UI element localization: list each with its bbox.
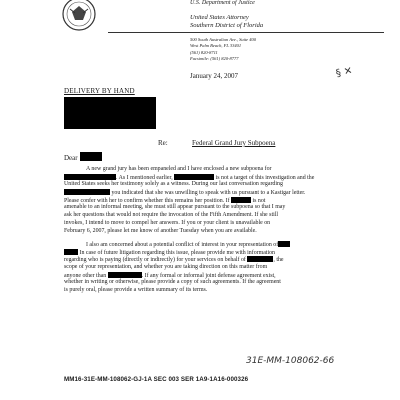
redaction-name bbox=[80, 152, 102, 161]
salutation bbox=[64, 152, 102, 162]
text-fragment: anyone other than bbox=[64, 272, 108, 279]
letter-date: January 24, 2007 bbox=[190, 72, 239, 80]
department-line: U.S. Department of Justice bbox=[190, 0, 255, 6]
address-block bbox=[190, 37, 256, 62]
header-rule bbox=[108, 32, 384, 33]
handwritten-file-number: 31E-MM-108062-66 bbox=[246, 356, 335, 366]
text-fragment: Please confer with her to confirm whether this remains her position. If bbox=[64, 197, 232, 204]
re-label: Re: bbox=[158, 139, 168, 147]
redaction bbox=[231, 197, 251, 203]
office-district: Southern District of Florida bbox=[190, 22, 264, 29]
salutation-text: Dear bbox=[64, 154, 78, 162]
text-fragment: In case of future litigation regarding this issue, please provide me with information bbox=[79, 249, 275, 256]
handwritten-mark: § ✕ bbox=[334, 65, 354, 80]
text-fragment: is not a target of this investigation and the bbox=[215, 174, 315, 181]
delivery-line: DELIVERY BY HAND bbox=[64, 87, 135, 95]
text-fragment: regarding who is paying (directly or indirectly) for your services on behalf of bbox=[64, 257, 248, 264]
address-street: 500 South Australian Ave., Suite 400 bbox=[190, 37, 256, 42]
text-fragment: , the bbox=[273, 257, 284, 264]
address-phone: (561) 820-8711 bbox=[190, 49, 218, 55]
text-line: A new grand jury has been empaneled and I have enclosed a new subpoena for bbox=[86, 166, 272, 172]
office-block bbox=[190, 14, 263, 30]
re-subject: Federal Grand Jury Subpoena bbox=[192, 139, 276, 147]
text-line bbox=[64, 241, 356, 249]
text-fragment: . If any formal or informal joint defense agreement exist, bbox=[141, 272, 276, 279]
address-fax: Facsimile: (561) 820-8777 bbox=[190, 55, 239, 61]
text-line: February 6, 2007, please let me know of another Tuesday when you are available. bbox=[64, 227, 257, 234]
address-city: West Palm Beach, FL 33401 bbox=[190, 43, 242, 49]
redaction bbox=[278, 241, 290, 247]
text-line: ask her questions that would not require the invocation of the Fifth Amendment. If she still bbox=[64, 212, 278, 219]
redaction bbox=[64, 189, 110, 195]
text-fragment: I also am concerned about a potential conflict of interest in your representation of bbox=[86, 242, 279, 248]
text-line bbox=[64, 174, 356, 182]
text-line: amenable to an informal meeting, she must still appear pursuant to the subpoena so that I may bbox=[64, 204, 286, 211]
text-line: whether in writing or otherwise, please provide a copy of such agreements. If the agreement bbox=[64, 279, 281, 286]
redaction-recipient bbox=[64, 97, 156, 129]
text-fragment: you indicated that she was unwilling to speak with us pursuant to a Kastigar letter. bbox=[111, 190, 306, 197]
bates-footer: MM16-31E-MM-108062-GJ-1A SEC 003 SER 1A9-1A16-000326 bbox=[64, 376, 249, 383]
paragraph-2 bbox=[64, 241, 356, 295]
redaction bbox=[247, 256, 273, 262]
office-line: United States Attorney bbox=[190, 14, 249, 21]
text-fragment: is not bbox=[252, 197, 266, 204]
redaction bbox=[108, 272, 142, 278]
text-line bbox=[64, 189, 356, 197]
text-fragment: . As I mentioned earlier, bbox=[116, 174, 175, 181]
text-line bbox=[64, 249, 356, 257]
redaction bbox=[64, 249, 78, 255]
paragraph-1 bbox=[64, 166, 356, 235]
text-line: scope of your representation, and whether you are taking direction on this matter from bbox=[64, 264, 268, 271]
text-line: is purely oral, please provide a written summary of its terms. bbox=[64, 287, 208, 294]
redaction bbox=[174, 174, 214, 180]
text-line bbox=[64, 256, 356, 264]
text-line: invokes, I intend to move to compel her answers. If you or your client is unavailable on bbox=[64, 219, 271, 226]
text-line: United States seeks her testimony solely as a witness. During our last conversation regarding bbox=[64, 181, 283, 188]
doj-seal-icon bbox=[62, 0, 96, 34]
redaction bbox=[64, 174, 116, 180]
